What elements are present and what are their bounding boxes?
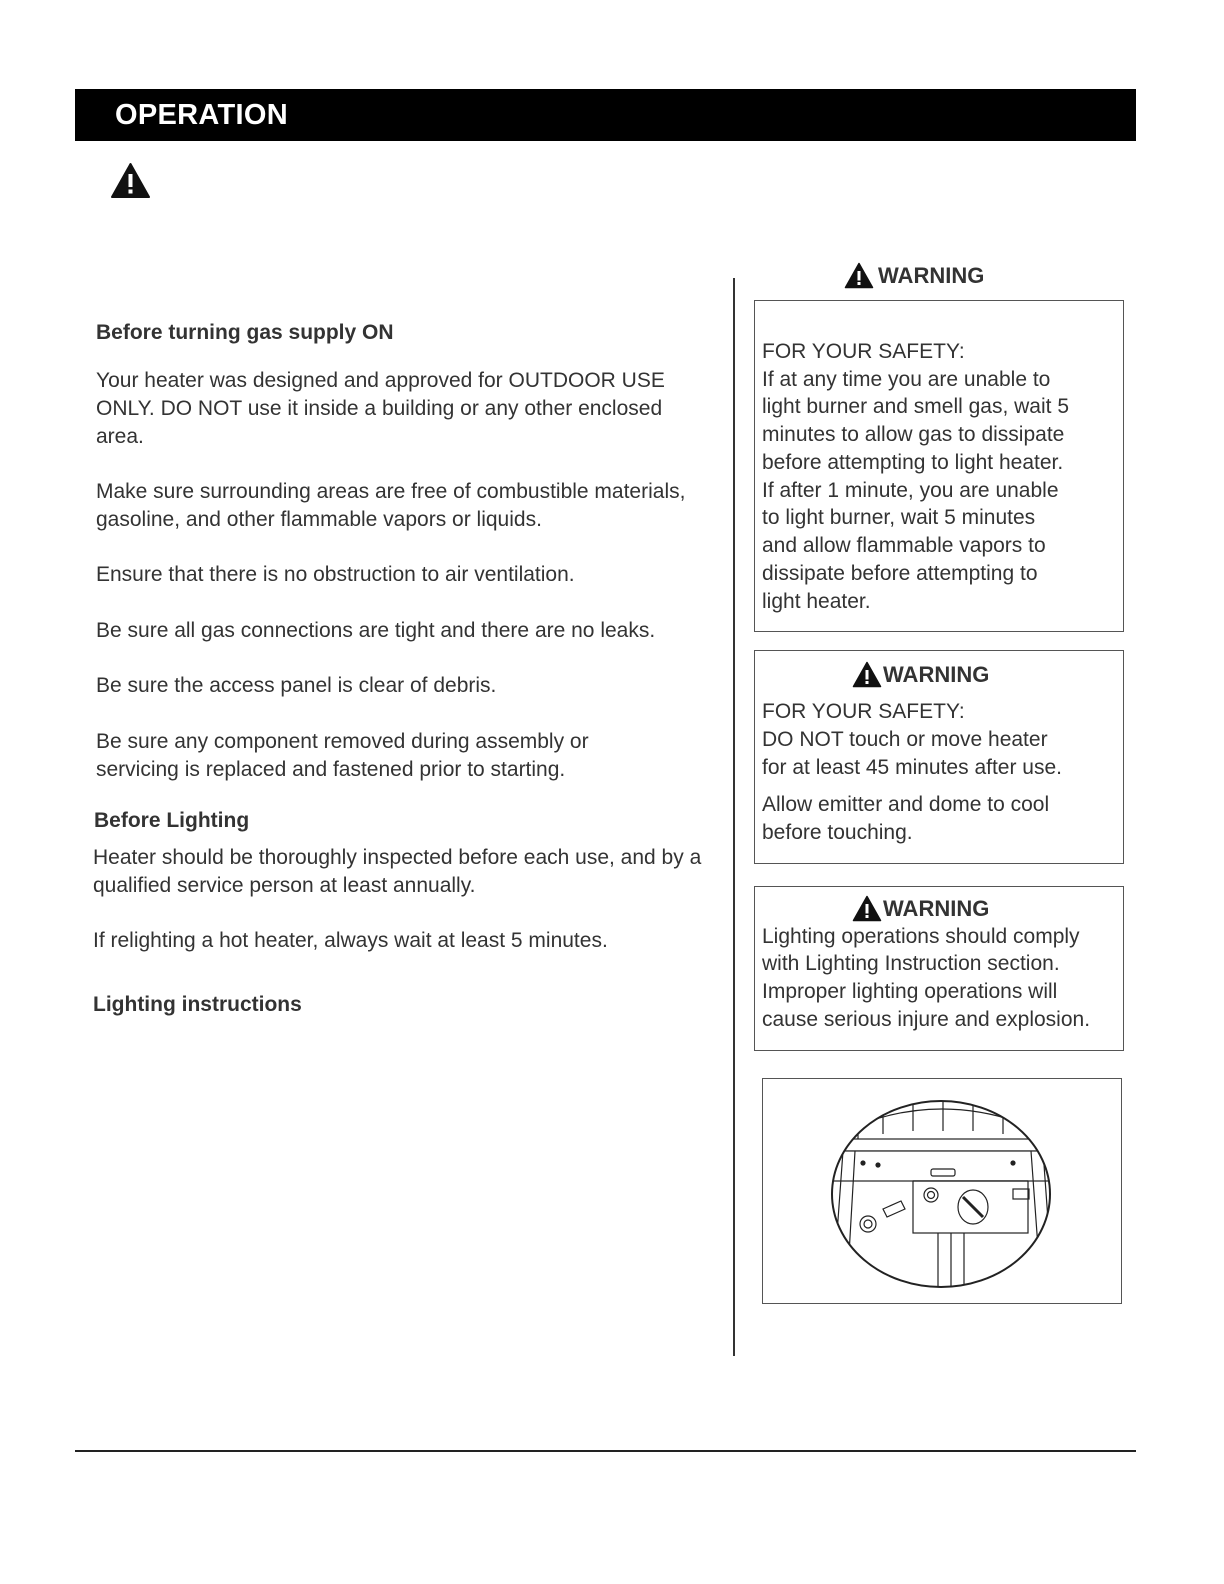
paragraph-access-panel: Be sure the access panel is clear of debris. <box>96 674 497 697</box>
heater-control-illustration <box>763 1079 1120 1302</box>
warning-box-lighting <box>754 886 1124 1051</box>
warning1-line: and allow flammable vapors to <box>762 534 1046 557</box>
warning1-line: before attempting to light heater. <box>762 451 1064 474</box>
warning-box-hot-surface <box>754 650 1124 864</box>
warning3-line: with Lighting Instruction section. <box>762 952 1060 975</box>
warning1-line: If at any time you are unable to <box>762 368 1051 391</box>
warning1-line: dissipate before attempting to <box>762 562 1038 585</box>
paragraph-inspection: Heater should be thoroughly inspected before each use, and by a qualified service person at least annually. <box>93 846 702 897</box>
control-panel-diagram <box>762 1078 1122 1304</box>
warning-label-text: WARNING <box>883 661 990 687</box>
warning1-line: FOR YOUR SAFETY: <box>762 340 965 363</box>
heading-before-gas-on: Before turning gas supply ON <box>96 321 394 344</box>
warning1-line: light burner and smell gas, wait 5 <box>762 395 1069 418</box>
warning-label-1 <box>844 262 984 289</box>
paragraph-combustibles: Make sure surrounding areas are free of combustible materials, gasoline, and other flammable vapors or liquids. <box>96 480 686 531</box>
paragraph-outdoor-use: Your heater was designed and approved for OUTDOOR USE ONLY. DO NOT use it inside a building or any other enclosed area. <box>96 369 665 448</box>
warning3-line: Improper lighting operations will <box>762 980 1058 1003</box>
warning-box-safety-gas <box>754 300 1124 632</box>
warning2-line: FOR YOUR SAFETY: <box>762 700 965 723</box>
warning1-line: minutes to allow gas to dissipate <box>762 423 1065 446</box>
warning-triangle-icon <box>852 895 882 922</box>
warning3-line: cause serious injure and explosion. <box>762 1008 1091 1031</box>
paragraph-ventilation: Ensure that there is no obstruction to air ventilation. <box>96 563 575 586</box>
section-title: OPERATION <box>115 99 288 131</box>
paragraph-gas-connections: Be sure all gas connections are tight and there are no leaks. <box>96 619 656 642</box>
warning-label-text: WARNING <box>878 262 985 288</box>
warning3-line: Lighting operations should comply <box>762 925 1080 948</box>
warning1-line: If after 1 minute, you are unable <box>762 479 1059 502</box>
warning-label-2 <box>852 661 989 688</box>
warning1-line: light heater. <box>762 590 871 613</box>
heading-before-lighting: Before Lighting <box>94 809 250 832</box>
warning2-line: for at least 45 minutes after use. <box>762 756 1062 779</box>
warning-triangle-icon <box>852 661 882 688</box>
footer-rule <box>75 1450 1136 1452</box>
warning2-line: DO NOT touch or move heater <box>762 728 1048 751</box>
warning1-line: to light burner, wait 5 minutes <box>762 506 1036 529</box>
column-divider <box>733 278 735 1356</box>
warning2-cool-note: Allow emitter and dome to cool before touching. <box>762 793 1050 844</box>
paragraph-relighting: If relighting a hot heater, always wait at least 5 minutes. <box>93 929 608 952</box>
warning-label-text: WARNING <box>883 895 990 921</box>
warning-triangle-icon <box>844 262 874 289</box>
warning-label-3 <box>852 895 989 922</box>
heading-lighting-instructions: Lighting instructions <box>93 993 302 1016</box>
paragraph-components: Be sure any component removed during assembly or servicing is replaced and fastened prior to starting. <box>96 730 589 781</box>
